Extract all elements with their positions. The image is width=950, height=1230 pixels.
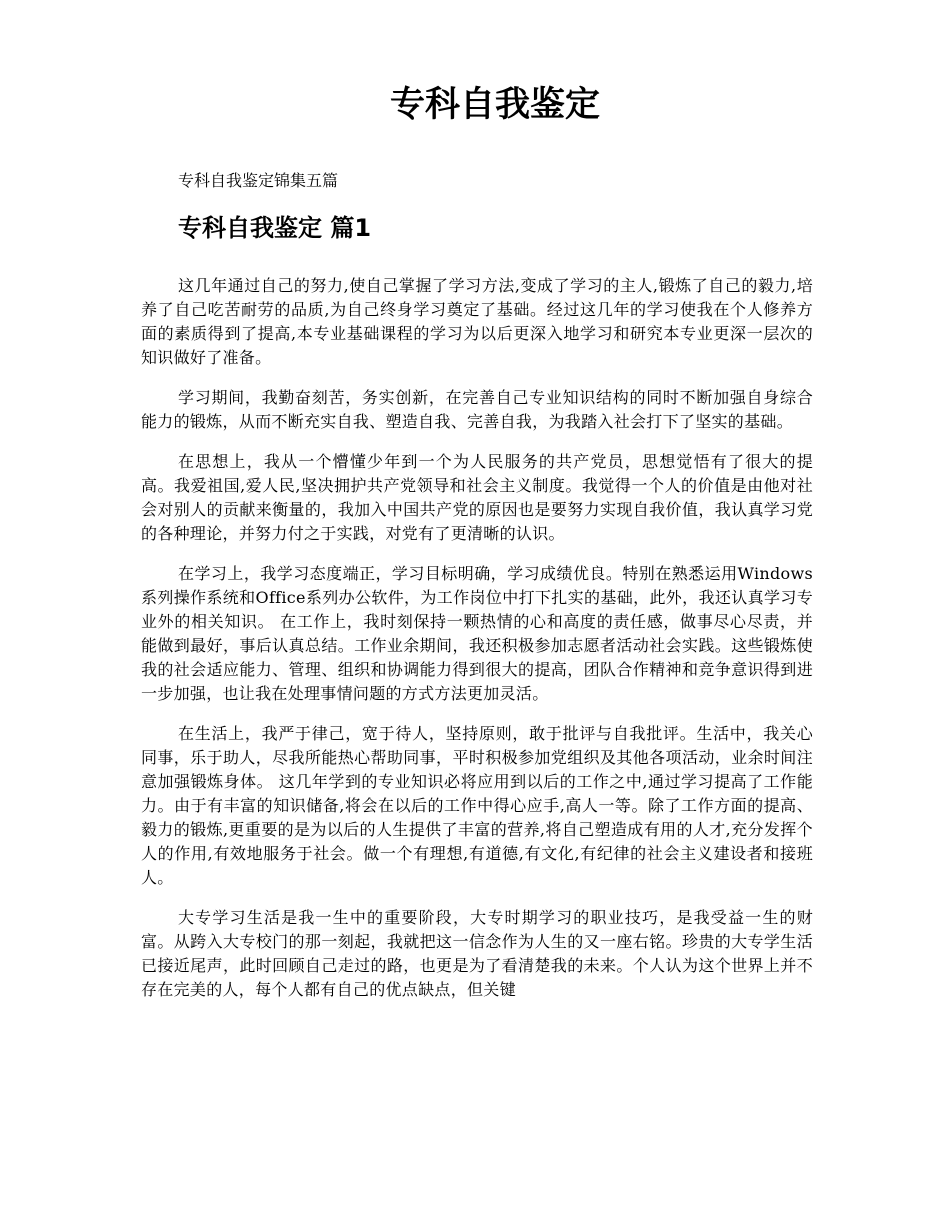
paragraph-5: 在生活上，我严于律己，宽于待人，坚持原则，敢于批评与自我批评。生活中，我关心同事，乐于助人，尽我所能热心帮助同事，平时积极参加党组织及其他各项活动，业余时间注意加强锻炼身体。 这几年学到的专业知识必将应用到以后的工作之中,通过学习提高了工作能力。由于有丰富的知识储备,将会在以后的工作中得心应手,高人一等。除了工作方面的提高、毅力的锻炼,更重要的是为以后的人生提供了丰富的营养,将自己塑造成有用的人才,充分发挥个人的作用,有效地服务于社会。做一个有理想,有道德,有文化,有纪律的社会主义建设者和接班人。: [141, 724, 813, 887]
paragraph-1: 这几年通过自己的努力,使自己掌握了学习方法,变成了学习的主人,锻炼了自己的毅力,培养了自己吃苦耐劳的品质,为自己终身学习奠定了基础。经过这几年的学习使我在个人修养方面的素质得到了提高,本专业基础课程的学习为以后更深入地学习和研究本专业更深一层次的知识做好了准备。: [141, 276, 813, 367]
document-body: [141, 274, 813, 1018]
paragraph-4: 在学习上，我学习态度端正，学习目标明确，学习成绩优良。特别在熟悉运用Windows系列操作系统和Office系列办公软件，为工作岗位中打下扎实的基础，此外，我还认真学习专业外的相关知识。 在工作上，我时刻保持一颗热情的心和高度的责任感，做事尽心尽责，并能做到最好，事后认真总结。工作业余期间，我还积极参加志愿者活动社会实践。这些锻炼使我的社会适应能力、管理、组织和协调能力得到很大的提高，团队合作精神和竞争意识得到进一步加强，也让我在处理事情问题的方式方法更加灵活。: [141, 564, 813, 703]
paragraph-2: 学习期间，我勤奋刻苦，务实创新，在完善自己专业知识结构的同时不断加强自身综合能力的锻炼，从而不断充实自我、塑造自我、完善自我，为我踏入社会打下了坚实的基础。: [141, 388, 813, 431]
paragraph-3: 在思想上，我从一个懵懂少年到一个为人民服务的共产党员，思想觉悟有了很大的提高。我爱祖国,爱人民,坚决拥护共产党领导和社会主义制度。我觉得一个人的价值是由他对社会对别人的贡献来衡量的，我加入中国共产党的原因也是要努力实现自我价值，我认真学习党的各种理论，并努力付之于实践，对党有了更清晰的认识。: [141, 452, 813, 543]
document-title: 专科自我鉴定: [389, 85, 600, 125]
document-subtitle: 专科自我鉴定锦集五篇: [178, 171, 339, 190]
section-heading: 专科自我鉴定 篇1: [178, 214, 372, 242]
paragraph-6: 大专学习生活是我一生中的重要阶段，大专时期学习的职业技巧，是我受益一生的财富。从跨入大专校门的那一刻起，我就把这一信念作为人生的又一座右铭。珍贵的大专学生活已接近尾声，此时回顾自己走过的路，也更是为了看清楚我的未来。个人认为这个世界上并不存在完美的人，每个人都有自己的优点缺点，但关键: [141, 908, 813, 999]
